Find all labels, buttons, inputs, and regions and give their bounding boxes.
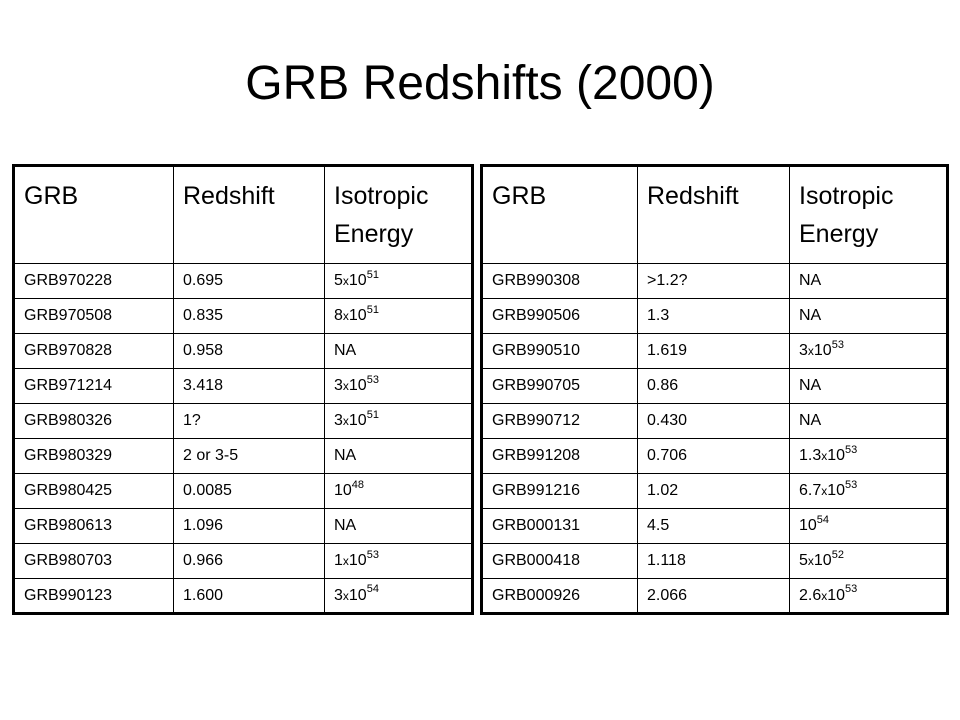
grb-cell: GRB000131 (482, 509, 638, 544)
table-body (482, 264, 948, 614)
table-row (14, 334, 473, 369)
table-row (482, 509, 948, 544)
energy-coefficient: 1 (334, 552, 343, 569)
energy-exponent: 51 (366, 303, 379, 316)
times-sign: x (342, 554, 349, 568)
energy-exponent: 54 (366, 583, 379, 596)
redshift-cell: 1.3 (638, 299, 790, 334)
energy-exponent: 53 (845, 583, 858, 596)
redshift-cell: 1.096 (174, 509, 325, 544)
grb-cell: GRB000418 (482, 544, 638, 579)
table-row (482, 474, 948, 509)
energy-exponent: 51 (366, 408, 379, 421)
times-sign: x (342, 414, 349, 428)
table-row (482, 369, 948, 404)
energy-exponent: 53 (845, 478, 858, 491)
energy-exponent: 54 (816, 513, 830, 526)
grb-cell: GRB970508 (14, 299, 174, 334)
slide-title: GRB Redshifts (2000) (245, 57, 715, 110)
table-row (14, 579, 473, 614)
energy-text: NA (799, 307, 822, 324)
table-row (14, 544, 473, 579)
energy-base: 10 (348, 412, 367, 429)
redshift-cell: 1.02 (638, 474, 790, 509)
energy-base: 10 (813, 342, 832, 359)
energy-cell (325, 439, 473, 474)
energy-exponent: 48 (351, 478, 365, 491)
energy-cell (325, 369, 473, 404)
grb-cell: GRB980425 (14, 474, 174, 509)
grb-table-left (12, 164, 474, 615)
grb-cell: GRB971214 (14, 369, 174, 404)
redshift-cell: >1.2? (638, 264, 790, 299)
times-sign: x (342, 274, 349, 288)
redshift-cell: 0.706 (638, 439, 790, 474)
table-header (14, 166, 473, 264)
energy-cell (325, 544, 473, 579)
energy-cell (325, 299, 473, 334)
table-row (14, 299, 473, 334)
times-sign: x (807, 344, 814, 358)
redshift-cell: 2.066 (638, 579, 790, 614)
energy-coefficient: 6.7 (799, 482, 822, 499)
energy-text: NA (799, 412, 822, 429)
energy-cell (325, 264, 473, 299)
table-row (14, 404, 473, 439)
header-isotropic-energy (325, 166, 473, 264)
redshift-cell: 0.0085 (174, 474, 325, 509)
header-grb: GRB (14, 166, 174, 264)
energy-base: 10 (348, 272, 367, 289)
header-grb: GRB (482, 166, 638, 264)
energy-exponent: 53 (845, 443, 858, 456)
table-row (14, 264, 473, 299)
energy-exponent: 52 (831, 548, 844, 561)
energy-cell (790, 439, 948, 474)
header-energy-line1: Isotropic (799, 182, 894, 210)
table-row (482, 439, 948, 474)
grb-cell: GRB980326 (14, 404, 174, 439)
header-energy-line2: Energy (799, 220, 879, 248)
energy-base: 10 (827, 586, 846, 604)
redshift-cell: 2 or 3-5 (174, 439, 325, 474)
energy-text: NA (334, 342, 357, 359)
header-redshift: Redshift (638, 166, 790, 264)
redshift-cell: 0.966 (174, 544, 325, 579)
grb-cell: GRB990506 (482, 299, 638, 334)
energy-coefficient: 3 (334, 412, 343, 429)
energy-cell (790, 369, 948, 404)
redshift-cell: 0.695 (174, 264, 325, 299)
redshift-cell: 1? (174, 404, 325, 439)
grb-cell: GRB000926 (482, 579, 638, 614)
energy-cell (325, 579, 473, 614)
table-row (14, 474, 473, 509)
times-sign: x (821, 588, 828, 603)
header-isotropic-energy (790, 166, 948, 264)
energy-coefficient: 3 (334, 586, 343, 604)
energy-exponent: 53 (366, 548, 379, 561)
grb-cell: GRB980613 (14, 509, 174, 544)
grb-cell: GRB990712 (482, 404, 638, 439)
grb-cell: GRB991208 (482, 439, 638, 474)
redshift-cell: 1.118 (638, 544, 790, 579)
table-header (482, 166, 948, 264)
energy-exponent: 51 (366, 268, 379, 281)
redshift-cell: 0.86 (638, 369, 790, 404)
energy-cell (790, 474, 948, 509)
energy-cell (790, 544, 948, 579)
table-row (482, 579, 948, 614)
energy-coefficient: 2.6 (799, 586, 822, 604)
redshift-cell: 4.5 (638, 509, 790, 544)
table-row (482, 404, 948, 439)
energy-text: NA (799, 272, 822, 289)
redshift-cell: 0.430 (638, 404, 790, 439)
times-sign: x (342, 309, 349, 323)
energy-coefficient: 8 (334, 307, 343, 324)
energy-coefficient: 5 (799, 552, 808, 569)
grb-cell: GRB990705 (482, 369, 638, 404)
redshift-cell: 1.619 (638, 334, 790, 369)
energy-cell (325, 404, 473, 439)
energy-base: 10 (334, 482, 352, 499)
energy-cell (325, 334, 473, 369)
energy-base: 10 (827, 447, 846, 464)
times-sign: x (807, 554, 814, 568)
times-sign: x (342, 588, 349, 603)
energy-coefficient: 3 (799, 342, 808, 359)
table-row (482, 334, 948, 369)
energy-base: 10 (348, 552, 367, 569)
energy-base: 10 (348, 377, 367, 394)
energy-base: 10 (348, 307, 367, 324)
grb-cell: GRB970228 (14, 264, 174, 299)
redshift-cell: 1.600 (174, 579, 325, 614)
energy-coefficient: 1.3 (799, 447, 822, 464)
energy-coefficient: 5 (334, 272, 343, 289)
grb-cell: GRB980329 (14, 439, 174, 474)
redshift-cell: 3.418 (174, 369, 325, 404)
energy-base: 10 (348, 586, 367, 604)
redshift-cell: 0.958 (174, 334, 325, 369)
redshift-cell: 0.835 (174, 299, 325, 334)
grb-cell: GRB991216 (482, 474, 638, 509)
energy-text: NA (334, 517, 357, 534)
energy-text: NA (334, 447, 357, 464)
energy-coefficient: 3 (334, 377, 343, 394)
energy-cell (790, 334, 948, 369)
times-sign: x (821, 449, 828, 463)
grb-cell: GRB970828 (14, 334, 174, 369)
header-redshift: Redshift (174, 166, 325, 264)
grb-cell: GRB990510 (482, 334, 638, 369)
energy-cell (790, 264, 948, 299)
grb-cell: GRB980703 (14, 544, 174, 579)
energy-cell (790, 299, 948, 334)
energy-text: NA (799, 377, 822, 394)
energy-exponent: 53 (831, 338, 844, 351)
energy-exponent: 53 (366, 373, 379, 386)
energy-base: 10 (799, 517, 817, 534)
energy-cell (790, 579, 948, 614)
energy-cell (790, 509, 948, 544)
grb-cell: GRB990308 (482, 264, 638, 299)
table-row (14, 439, 473, 474)
header-energy-line1: Isotropic (334, 182, 429, 210)
energy-cell (325, 509, 473, 544)
times-sign: x (342, 379, 349, 393)
header-energy-line2: Energy (334, 220, 414, 248)
grb-cell: GRB990123 (14, 579, 174, 614)
energy-cell (790, 404, 948, 439)
table-row (14, 369, 473, 404)
grb-table-right (480, 164, 949, 615)
table-row (14, 509, 473, 544)
energy-base: 10 (827, 482, 846, 499)
table-row (482, 299, 948, 334)
table-body (14, 264, 473, 614)
table-row (482, 544, 948, 579)
energy-cell (325, 474, 473, 509)
table-row (482, 264, 948, 299)
times-sign: x (821, 484, 828, 498)
energy-base: 10 (813, 552, 832, 569)
